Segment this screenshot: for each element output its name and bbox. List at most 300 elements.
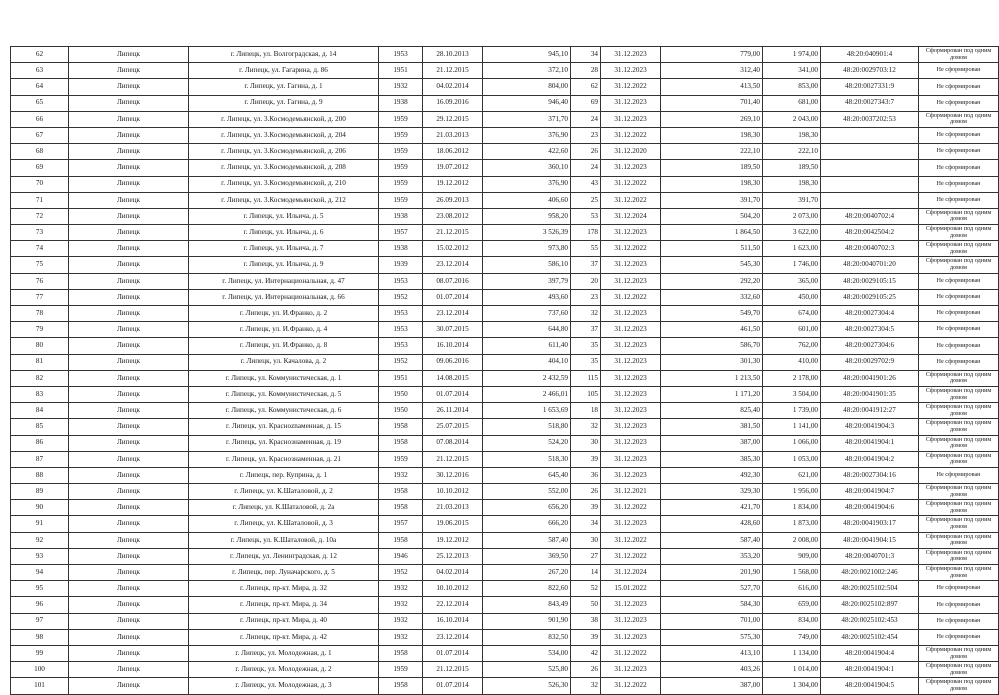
total-area-cell: 832,50 — [483, 629, 571, 645]
total-area-cell: 422,60 — [483, 144, 571, 160]
living-area-cell: 549,70 — [661, 306, 763, 322]
year-built-cell: 1950 — [379, 386, 423, 402]
year-built-cell: 1938 — [379, 95, 423, 111]
city-cell: Липецк — [69, 419, 189, 435]
resettlement-date-cell: 31.12.2023 — [601, 629, 661, 645]
land-status-cell: Не сформирован — [919, 63, 999, 79]
residents-count-cell: 178 — [571, 225, 601, 241]
row-number-cell: 64 — [11, 79, 69, 95]
living-area-cell: 1 213,50 — [661, 370, 763, 386]
address-cell: г. Липецк, ул. 3.Космодемьянской, д. 200 — [189, 111, 379, 127]
total-area-cell: 376,90 — [483, 127, 571, 143]
living-area-cell: 825,40 — [661, 403, 763, 419]
year-built-cell: 1958 — [379, 484, 423, 500]
living-area-cell: 385,30 — [661, 451, 763, 467]
survey-date-cell: 01.07.2014 — [423, 386, 483, 402]
land-area-cell: 762,00 — [763, 338, 821, 354]
row-number-cell: 78 — [11, 306, 69, 322]
living-area-cell: 292,20 — [661, 273, 763, 289]
city-cell: Липецк — [69, 662, 189, 678]
row-number-cell: 63 — [11, 63, 69, 79]
table-row — [11, 548, 999, 564]
cadastral-number-cell: 48:20:0037202:53 — [821, 111, 919, 127]
total-area-cell: 369,50 — [483, 548, 571, 564]
living-area-cell: 575,30 — [661, 629, 763, 645]
address-cell: г. Липецк, ул. Гагарина, д. 86 — [189, 63, 379, 79]
land-area-cell: 341,00 — [763, 63, 821, 79]
address-cell: г. Липецк, ул. 3.Космодемьянской, д. 204 — [189, 127, 379, 143]
row-number-cell: 92 — [11, 532, 69, 548]
living-area-cell: 222,10 — [661, 144, 763, 160]
land-area-cell: 853,00 — [763, 79, 821, 95]
address-cell: г. Липецк, ул. 3.Космодемьянской, д. 208 — [189, 160, 379, 176]
land-area-cell: 1 053,00 — [763, 451, 821, 467]
cadastral-number-cell: 48:20:0029105:15 — [821, 273, 919, 289]
row-number-cell: 101 — [11, 678, 69, 694]
row-number-cell: 99 — [11, 645, 69, 661]
living-area-cell: 545,30 — [661, 257, 763, 273]
year-built-cell: 1932 — [379, 581, 423, 597]
resettlement-date-cell: 31.12.2022 — [601, 241, 661, 257]
total-area-cell: 737,60 — [483, 306, 571, 322]
cadastral-number-cell: 48:20:040901:4 — [821, 47, 919, 63]
year-built-cell: 1958 — [379, 532, 423, 548]
address-cell: г. Липецк, ул. 3.Космодемьянской, д. 212 — [189, 192, 379, 208]
land-status-cell: Не сформирован — [919, 354, 999, 370]
resettlement-date-cell: 31.12.2022 — [601, 500, 661, 516]
year-built-cell: 1959 — [379, 662, 423, 678]
survey-date-cell: 16.10.2014 — [423, 613, 483, 629]
land-area-cell: 674,00 — [763, 306, 821, 322]
residents-count-cell: 38 — [571, 613, 601, 629]
land-status-cell: Не сформирован — [919, 338, 999, 354]
land-area-cell: 1 066,00 — [763, 435, 821, 451]
table-row — [11, 435, 999, 451]
residents-count-cell: 24 — [571, 160, 601, 176]
resettlement-date-cell: 31.12.2023 — [601, 160, 661, 176]
cadastral-number-cell: 48:20:0029702:9 — [821, 354, 919, 370]
cadastral-number-cell: 48:20:0041904:1 — [821, 435, 919, 451]
row-number-cell: 82 — [11, 370, 69, 386]
total-area-cell: 493,60 — [483, 289, 571, 305]
year-built-cell: 1932 — [379, 79, 423, 95]
row-number-cell: 70 — [11, 176, 69, 192]
resettlement-date-cell: 31.12.2023 — [601, 273, 661, 289]
year-built-cell: 1946 — [379, 548, 423, 564]
land-area-cell: 1 014,00 — [763, 662, 821, 678]
cadastral-number-cell: 48:20:0041904:3 — [821, 419, 919, 435]
table-row — [11, 565, 999, 581]
address-cell: г. Липецк, пр-кт. Мира, д. 32 — [189, 581, 379, 597]
survey-date-cell: 16.09.2016 — [423, 95, 483, 111]
residents-count-cell: 53 — [571, 208, 601, 224]
land-area-cell: 1 746,00 — [763, 257, 821, 273]
cadastral-number-cell: 48:20:0027304:6 — [821, 338, 919, 354]
survey-date-cell: 21.03.2013 — [423, 500, 483, 516]
survey-date-cell: 30.12.2016 — [423, 467, 483, 483]
year-built-cell: 1957 — [379, 225, 423, 241]
total-area-cell: 843,49 — [483, 597, 571, 613]
total-area-cell: 2 432,59 — [483, 370, 571, 386]
land-status-cell: Не сформирован — [919, 581, 999, 597]
residents-count-cell: 23 — [571, 127, 601, 143]
survey-date-cell: 26.11.2014 — [423, 403, 483, 419]
table-row — [11, 370, 999, 386]
table-row — [11, 79, 999, 95]
residents-count-cell: 115 — [571, 370, 601, 386]
residents-count-cell: 36 — [571, 467, 601, 483]
living-area-cell: 527,70 — [661, 581, 763, 597]
city-cell: Липецк — [69, 192, 189, 208]
cadastral-number-cell — [821, 127, 919, 143]
year-built-cell: 1953 — [379, 338, 423, 354]
cadastral-number-cell: 48:20:0027331:9 — [821, 79, 919, 95]
table-row — [11, 273, 999, 289]
table-body — [11, 47, 999, 695]
residents-count-cell: 37 — [571, 257, 601, 273]
survey-date-cell: 15.02.2012 — [423, 241, 483, 257]
address-cell: г. Липецк, ул. Коммунистическая, д. 6 — [189, 403, 379, 419]
row-number-cell: 76 — [11, 273, 69, 289]
land-area-cell: 2 008,00 — [763, 532, 821, 548]
cadastral-number-cell: 48:20:0041904:5 — [821, 678, 919, 694]
survey-date-cell: 19.07.2012 — [423, 160, 483, 176]
land-area-cell: 616,00 — [763, 581, 821, 597]
row-number-cell: 85 — [11, 419, 69, 435]
table-row — [11, 581, 999, 597]
land-area-cell: 601,00 — [763, 322, 821, 338]
total-area-cell: 372,10 — [483, 63, 571, 79]
residents-count-cell: 30 — [571, 435, 601, 451]
city-cell: Липецк — [69, 127, 189, 143]
land-area-cell: 1 739,00 — [763, 403, 821, 419]
resettlement-date-cell: 31.12.2022 — [601, 289, 661, 305]
survey-date-cell: 19.12.2012 — [423, 532, 483, 548]
table-row — [11, 47, 999, 63]
year-built-cell: 1938 — [379, 241, 423, 257]
cadastral-number-cell: 48:20:0027304:5 — [821, 322, 919, 338]
year-built-cell: 1951 — [379, 370, 423, 386]
living-area-cell: 403,26 — [661, 662, 763, 678]
table-row — [11, 500, 999, 516]
row-number-cell: 73 — [11, 225, 69, 241]
resettlement-date-cell: 31.12.2023 — [601, 597, 661, 613]
survey-date-cell: 01.07.2014 — [423, 678, 483, 694]
address-cell: г. Липецк, ул. Краснознаменная, д. 21 — [189, 451, 379, 467]
living-area-cell: 387,00 — [661, 435, 763, 451]
total-area-cell: 822,60 — [483, 581, 571, 597]
table-row — [11, 467, 999, 483]
land-status-cell: Сформирован под одним домом — [919, 257, 999, 273]
land-area-cell: 1 304,00 — [763, 678, 821, 694]
table-row — [11, 597, 999, 613]
table-row — [11, 111, 999, 127]
resettlement-date-cell: 31.12.2022 — [601, 176, 661, 192]
address-cell: г. Липецк, пер. Куприна, д. 1 — [189, 467, 379, 483]
city-cell: Липецк — [69, 403, 189, 419]
table-row — [11, 95, 999, 111]
land-area-cell: 198,30 — [763, 127, 821, 143]
resettlement-date-cell: 31.12.2023 — [601, 63, 661, 79]
living-area-cell: 391,70 — [661, 192, 763, 208]
address-cell: г. Липецк, ул. Молодежная, д. 3 — [189, 678, 379, 694]
table-row — [11, 629, 999, 645]
survey-date-cell: 08.07.2016 — [423, 273, 483, 289]
land-area-cell: 1 956,00 — [763, 484, 821, 500]
table-row — [11, 484, 999, 500]
table-row — [11, 419, 999, 435]
survey-date-cell: 22.12.2014 — [423, 597, 483, 613]
cadastral-number-cell: 48:20:0040702:3 — [821, 241, 919, 257]
year-built-cell: 1953 — [379, 306, 423, 322]
land-status-cell: Сформирован под одним домом — [919, 500, 999, 516]
table-row — [11, 289, 999, 305]
row-number-cell: 65 — [11, 95, 69, 111]
survey-date-cell: 04.02.2014 — [423, 565, 483, 581]
table-row — [11, 322, 999, 338]
cadastral-number-cell: 48:20:0041904:2 — [821, 451, 919, 467]
address-cell: г. Липецк, пер. Луначарского, д. 5 — [189, 565, 379, 581]
land-status-cell: Не сформирован — [919, 144, 999, 160]
living-area-cell: 461,50 — [661, 322, 763, 338]
row-number-cell: 90 — [11, 500, 69, 516]
year-built-cell: 1958 — [379, 500, 423, 516]
cadastral-number-cell: 48:20:0040702:4 — [821, 208, 919, 224]
year-built-cell: 1953 — [379, 322, 423, 338]
total-area-cell: 656,20 — [483, 500, 571, 516]
table-row — [11, 662, 999, 678]
survey-date-cell: 10.10.2012 — [423, 484, 483, 500]
resettlement-date-cell: 31.12.2023 — [601, 306, 661, 322]
year-built-cell: 1959 — [379, 192, 423, 208]
year-built-cell: 1959 — [379, 160, 423, 176]
total-area-cell: 406,60 — [483, 192, 571, 208]
city-cell: Липецк — [69, 47, 189, 63]
land-area-cell: 198,30 — [763, 176, 821, 192]
address-cell: г. Липецк, ул. Краснознаменная, д. 19 — [189, 435, 379, 451]
address-cell: г. Липецк, ул. Волгоградская, д. 14 — [189, 47, 379, 63]
row-number-cell: 95 — [11, 581, 69, 597]
survey-date-cell: 23.08.2012 — [423, 208, 483, 224]
survey-date-cell: 01.07.2014 — [423, 289, 483, 305]
residents-count-cell: 32 — [571, 678, 601, 694]
year-built-cell: 1952 — [379, 354, 423, 370]
residents-count-cell: 39 — [571, 451, 601, 467]
table-row — [11, 257, 999, 273]
cadastral-number-cell: 48:20:0041903:17 — [821, 516, 919, 532]
residents-count-cell: 23 — [571, 289, 601, 305]
city-cell: Липецк — [69, 467, 189, 483]
cadastral-number-cell: 48:20:0041901:26 — [821, 370, 919, 386]
cadastral-number-cell: 48:20:0041904:4 — [821, 645, 919, 661]
land-status-cell: Не сформирован — [919, 273, 999, 289]
year-built-cell: 1958 — [379, 645, 423, 661]
cadastral-number-cell: 48:20:0040701:3 — [821, 548, 919, 564]
residents-count-cell: 32 — [571, 419, 601, 435]
table-row — [11, 127, 999, 143]
table-row — [11, 176, 999, 192]
total-area-cell: 586,10 — [483, 257, 571, 273]
total-area-cell: 371,70 — [483, 111, 571, 127]
residents-count-cell: 18 — [571, 403, 601, 419]
land-status-cell: Сформирован под одним домом — [919, 386, 999, 402]
land-status-cell: Сформирован под одним домом — [919, 516, 999, 532]
residents-count-cell: 28 — [571, 63, 601, 79]
table-row — [11, 678, 999, 694]
land-status-cell: Сформирован под одним домом — [919, 241, 999, 257]
city-cell: Липецк — [69, 484, 189, 500]
year-built-cell: 1957 — [379, 516, 423, 532]
land-area-cell: 1 834,00 — [763, 500, 821, 516]
total-area-cell: 3 526,39 — [483, 225, 571, 241]
city-cell: Липецк — [69, 581, 189, 597]
living-area-cell: 269,10 — [661, 111, 763, 127]
living-area-cell: 701,40 — [661, 95, 763, 111]
residents-count-cell: 34 — [571, 47, 601, 63]
cadastral-number-cell: 48:20:0025102:454 — [821, 629, 919, 645]
survey-date-cell: 26.09.2013 — [423, 192, 483, 208]
residents-count-cell: 42 — [571, 645, 601, 661]
resettlement-date-cell: 31.12.2023 — [601, 451, 661, 467]
address-cell: г. Липецк, ул. К.Шаталовой, д. 2 — [189, 484, 379, 500]
land-status-cell: Сформирован под одним домом — [919, 565, 999, 581]
living-area-cell: 504,20 — [661, 208, 763, 224]
resettlement-date-cell: 31.12.2023 — [601, 47, 661, 63]
address-cell: г. Липецк, ул. И.Франко, д. 8 — [189, 338, 379, 354]
table-row — [11, 386, 999, 402]
row-number-cell: 68 — [11, 144, 69, 160]
resettlement-date-cell: 31.12.2024 — [601, 208, 661, 224]
year-built-cell: 1959 — [379, 451, 423, 467]
land-status-cell: Сформирован под одним домом — [919, 208, 999, 224]
resettlement-date-cell: 31.12.2023 — [601, 354, 661, 370]
city-cell: Липецк — [69, 597, 189, 613]
total-area-cell: 376,90 — [483, 176, 571, 192]
land-area-cell: 3 504,00 — [763, 386, 821, 402]
city-cell: Липецк — [69, 111, 189, 127]
living-area-cell: 779,00 — [661, 47, 763, 63]
cadastral-number-cell: 48:20:0041912:27 — [821, 403, 919, 419]
living-area-cell: 301,30 — [661, 354, 763, 370]
land-area-cell: 1 974,00 — [763, 47, 821, 63]
city-cell: Липецк — [69, 144, 189, 160]
city-cell: Липецк — [69, 289, 189, 305]
table-row — [11, 192, 999, 208]
city-cell: Липецк — [69, 645, 189, 661]
row-number-cell: 93 — [11, 548, 69, 564]
living-area-cell: 312,40 — [661, 63, 763, 79]
survey-date-cell: 23.12.2014 — [423, 257, 483, 273]
table-row — [11, 306, 999, 322]
row-number-cell: 75 — [11, 257, 69, 273]
land-status-cell: Сформирован под одним домом — [919, 370, 999, 386]
living-area-cell: 332,60 — [661, 289, 763, 305]
city-cell: Липецк — [69, 678, 189, 694]
table-row — [11, 403, 999, 419]
land-status-cell: Не сформирован — [919, 306, 999, 322]
total-area-cell: 958,20 — [483, 208, 571, 224]
address-cell: г. Липецк, пр-кт. Мира, д. 42 — [189, 629, 379, 645]
table-row — [11, 225, 999, 241]
city-cell: Липецк — [69, 370, 189, 386]
year-built-cell: 1932 — [379, 597, 423, 613]
resettlement-date-cell: 31.12.2023 — [601, 467, 661, 483]
address-cell: г. Липецк, ул. Качалова, д. 2 — [189, 354, 379, 370]
living-area-cell: 1 171,20 — [661, 386, 763, 402]
residents-count-cell: 52 — [571, 581, 601, 597]
row-number-cell: 80 — [11, 338, 69, 354]
survey-date-cell: 01.07.2014 — [423, 645, 483, 661]
land-status-cell: Сформирован под одним домом — [919, 532, 999, 548]
address-cell: г. Липецк, ул. Ильича, д. 9 — [189, 257, 379, 273]
survey-date-cell: 04.02.2014 — [423, 79, 483, 95]
residents-count-cell: 69 — [571, 95, 601, 111]
year-built-cell: 1958 — [379, 678, 423, 694]
residents-count-cell: 26 — [571, 662, 601, 678]
residents-count-cell: 35 — [571, 354, 601, 370]
city-cell: Липецк — [69, 435, 189, 451]
address-cell: г. Липецк, ул. Красноznаменная, д. 15 — [189, 419, 379, 435]
land-status-cell: Сформирован под одним домом — [919, 678, 999, 694]
survey-date-cell: 25.07.2015 — [423, 419, 483, 435]
living-area-cell: 413,10 — [661, 645, 763, 661]
resettlement-date-cell: 31.12.2023 — [601, 435, 661, 451]
row-number-cell: 89 — [11, 484, 69, 500]
year-built-cell: 1938 — [379, 208, 423, 224]
year-built-cell: 1952 — [379, 289, 423, 305]
city-cell: Липецк — [69, 322, 189, 338]
land-area-cell: 391,70 — [763, 192, 821, 208]
row-number-cell: 86 — [11, 435, 69, 451]
year-built-cell: 1959 — [379, 176, 423, 192]
address-cell: г. Липецк, ул. Ильича, д. 6 — [189, 225, 379, 241]
total-area-cell: 946,40 — [483, 95, 571, 111]
address-cell: г. Липецк, ул. Молодежная, д. 2 — [189, 662, 379, 678]
address-cell: г. Липецк, ул. К.Шаталовой, д. 2а — [189, 500, 379, 516]
living-area-cell: 428,60 — [661, 516, 763, 532]
total-area-cell: 645,40 — [483, 467, 571, 483]
resettlement-date-cell: 31.12.2023 — [601, 257, 661, 273]
total-area-cell: 526,30 — [483, 678, 571, 694]
row-number-cell: 88 — [11, 467, 69, 483]
residents-count-cell: 43 — [571, 176, 601, 192]
resettlement-date-cell: 31.12.2023 — [601, 111, 661, 127]
row-number-cell: 83 — [11, 386, 69, 402]
survey-date-cell: 28.10.2013 — [423, 47, 483, 63]
cadastral-number-cell: 48:20:0027304:4 — [821, 306, 919, 322]
cadastral-number-cell: 48:20:0027343:7 — [821, 95, 919, 111]
total-area-cell: 804,00 — [483, 79, 571, 95]
address-cell: г. Липецк, ул. Ильича, д. 7 — [189, 241, 379, 257]
cadastral-number-cell — [821, 176, 919, 192]
land-status-cell: Сформирован под одним домом — [919, 645, 999, 661]
living-area-cell: 421,70 — [661, 500, 763, 516]
survey-date-cell: 07.08.2014 — [423, 435, 483, 451]
resettlement-date-cell: 31.12.2023 — [601, 613, 661, 629]
living-area-cell: 329,30 — [661, 484, 763, 500]
city-cell: Липецк — [69, 629, 189, 645]
address-cell: г. Липецк, ул. Ильича, д. 5 — [189, 208, 379, 224]
living-area-cell: 701,00 — [661, 613, 763, 629]
city-cell: Липецк — [69, 241, 189, 257]
residents-count-cell: 50 — [571, 597, 601, 613]
address-cell: г. Липецк, ул. Коммунистическая, д. 1 — [189, 370, 379, 386]
residents-count-cell: 26 — [571, 484, 601, 500]
residents-count-cell: 30 — [571, 532, 601, 548]
residents-count-cell: 105 — [571, 386, 601, 402]
table-row — [11, 338, 999, 354]
city-cell: Липецк — [69, 500, 189, 516]
